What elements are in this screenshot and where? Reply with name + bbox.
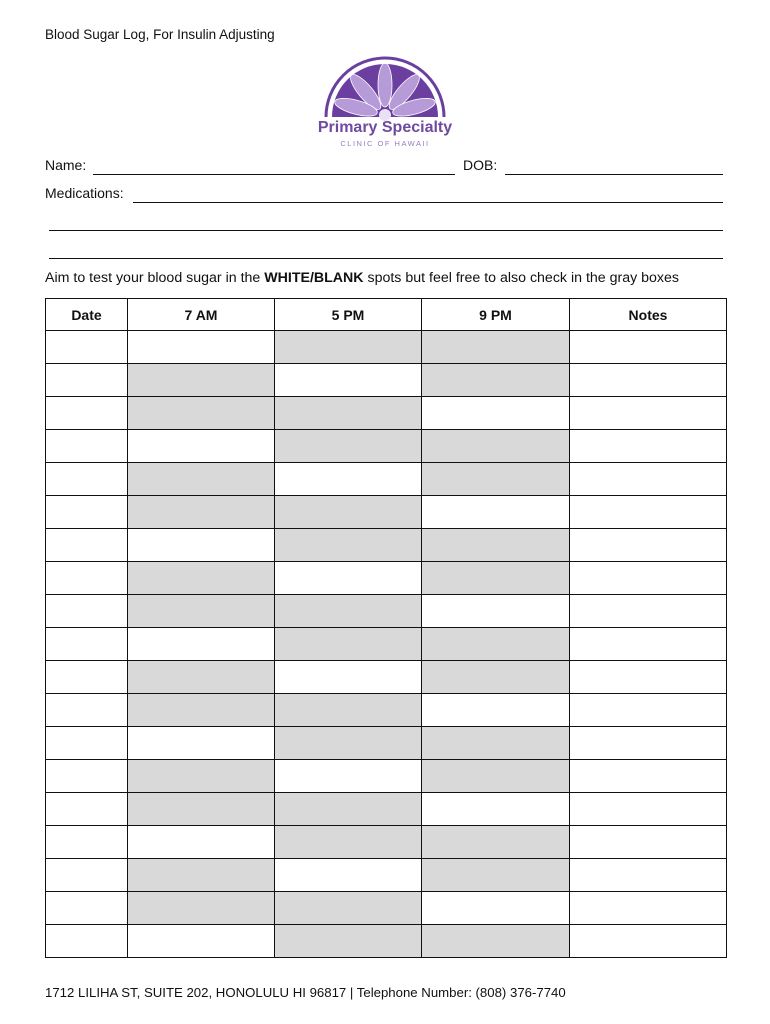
date-cell[interactable] xyxy=(46,463,128,496)
table-row xyxy=(46,859,727,892)
instructions-emphasis: WHITE/BLANK xyxy=(264,270,364,286)
reading-5pm-cell[interactable] xyxy=(275,727,422,760)
reading-7am-cell[interactable] xyxy=(128,760,275,793)
reading-7am-cell[interactable] xyxy=(128,859,275,892)
dob-label: DOB: xyxy=(463,157,498,173)
reading-5pm-cell[interactable] xyxy=(275,793,422,826)
instructions-text-end: spots but feel free to also check in the gray boxes xyxy=(363,270,680,286)
notes-cell[interactable] xyxy=(570,628,727,661)
medications-line-2[interactable] xyxy=(49,230,723,231)
notes-cell[interactable] xyxy=(570,727,727,760)
dob-field[interactable] xyxy=(505,174,723,175)
reading-5pm-cell[interactable] xyxy=(275,925,422,958)
reading-7am-cell[interactable] xyxy=(128,826,275,859)
reading-7am-cell[interactable] xyxy=(128,661,275,694)
table-row xyxy=(46,925,727,958)
reading-5pm-cell[interactable] xyxy=(275,364,422,397)
reading-9pm-cell[interactable] xyxy=(422,793,570,826)
reading-9pm-cell[interactable] xyxy=(422,925,570,958)
table-row xyxy=(46,727,727,760)
reading-9pm-cell[interactable] xyxy=(422,364,570,397)
reading-7am-cell[interactable] xyxy=(128,925,275,958)
date-cell[interactable] xyxy=(46,430,128,463)
header-5pm: 5 PM xyxy=(275,299,422,331)
date-cell[interactable] xyxy=(46,364,128,397)
table-row xyxy=(46,760,727,793)
table-row xyxy=(46,661,727,694)
notes-cell[interactable] xyxy=(570,892,727,925)
date-cell[interactable] xyxy=(46,529,128,562)
reading-5pm-cell[interactable] xyxy=(275,595,422,628)
date-cell[interactable] xyxy=(46,595,128,628)
medications-label: Medications: xyxy=(45,185,124,201)
date-cell[interactable] xyxy=(46,562,128,595)
reading-9pm-cell[interactable] xyxy=(422,595,570,628)
table-row xyxy=(46,463,727,496)
notes-cell[interactable] xyxy=(570,562,727,595)
notes-cell[interactable] xyxy=(570,661,727,694)
table-row xyxy=(46,694,727,727)
reading-9pm-cell[interactable] xyxy=(422,463,570,496)
table-row xyxy=(46,496,727,529)
reading-7am-cell[interactable] xyxy=(128,496,275,529)
reading-5pm-cell[interactable] xyxy=(275,397,422,430)
table-row xyxy=(46,892,727,925)
table-row xyxy=(46,331,727,364)
header-date: Date xyxy=(46,299,128,331)
reading-7am-cell[interactable] xyxy=(128,694,275,727)
notes-cell[interactable] xyxy=(570,430,727,463)
notes-cell[interactable] xyxy=(570,925,727,958)
reading-9pm-cell[interactable] xyxy=(422,331,570,364)
reading-5pm-cell[interactable] xyxy=(275,694,422,727)
table-header-row xyxy=(46,299,727,331)
reading-9pm-cell[interactable] xyxy=(422,496,570,529)
table-row xyxy=(46,529,727,562)
table-row xyxy=(46,793,727,826)
notes-cell[interactable] xyxy=(570,595,727,628)
reading-7am-cell[interactable] xyxy=(128,892,275,925)
reading-9pm-cell[interactable] xyxy=(422,727,570,760)
date-cell[interactable] xyxy=(46,496,128,529)
clinic-address-footer: 1712 LILIHA ST, SUITE 202, HONOLULU HI 96817 | Telephone Number: (808) 376-7740 xyxy=(45,985,566,1000)
reading-5pm-cell[interactable] xyxy=(275,628,422,661)
reading-7am-cell[interactable] xyxy=(128,793,275,826)
table-row xyxy=(46,826,727,859)
logo-wordmark: Primary Specialty xyxy=(317,119,453,136)
name-field[interactable] xyxy=(93,174,455,175)
reading-5pm-cell[interactable] xyxy=(275,562,422,595)
date-cell[interactable] xyxy=(46,760,128,793)
header-7am: 7 AM xyxy=(128,299,275,331)
table-body xyxy=(46,331,727,958)
reading-5pm-cell[interactable] xyxy=(275,463,422,496)
notes-cell[interactable] xyxy=(570,364,727,397)
reading-9pm-cell[interactable] xyxy=(422,628,570,661)
notes-cell[interactable] xyxy=(570,496,727,529)
reading-7am-cell[interactable] xyxy=(128,364,275,397)
date-cell[interactable] xyxy=(46,694,128,727)
reading-7am-cell[interactable] xyxy=(128,397,275,430)
reading-5pm-cell[interactable] xyxy=(275,331,422,364)
medications-line-3[interactable] xyxy=(49,258,723,259)
document-title: Blood Sugar Log, For Insulin Adjusting xyxy=(45,27,275,42)
reading-5pm-cell[interactable] xyxy=(275,826,422,859)
date-cell[interactable] xyxy=(46,331,128,364)
notes-cell[interactable] xyxy=(570,793,727,826)
reading-5pm-cell[interactable] xyxy=(275,760,422,793)
blood-sugar-log-table xyxy=(45,298,727,958)
table-row xyxy=(46,397,727,430)
notes-cell[interactable] xyxy=(570,463,727,496)
reading-9pm-cell[interactable] xyxy=(422,661,570,694)
notes-cell[interactable] xyxy=(570,826,727,859)
date-cell[interactable] xyxy=(46,925,128,958)
reading-7am-cell[interactable] xyxy=(128,727,275,760)
date-cell[interactable] xyxy=(46,661,128,694)
testing-instructions xyxy=(45,270,679,286)
table-row xyxy=(46,628,727,661)
logo-subtitle: CLINIC OF HAWAII xyxy=(340,139,430,148)
reading-5pm-cell[interactable] xyxy=(275,529,422,562)
reading-5pm-cell[interactable] xyxy=(275,892,422,925)
reading-7am-cell[interactable] xyxy=(128,331,275,364)
reading-7am-cell[interactable] xyxy=(128,463,275,496)
header-9pm: 9 PM xyxy=(422,299,570,331)
date-cell[interactable] xyxy=(46,859,128,892)
reading-9pm-cell[interactable] xyxy=(422,760,570,793)
table-row xyxy=(46,595,727,628)
table-row xyxy=(46,562,727,595)
date-cell[interactable] xyxy=(46,826,128,859)
reading-7am-cell[interactable] xyxy=(128,430,275,463)
reading-7am-cell[interactable] xyxy=(128,529,275,562)
reading-7am-cell[interactable] xyxy=(128,595,275,628)
reading-5pm-cell[interactable] xyxy=(275,661,422,694)
reading-9pm-cell[interactable] xyxy=(422,529,570,562)
date-cell[interactable] xyxy=(46,793,128,826)
notes-cell[interactable] xyxy=(570,331,727,364)
reading-9pm-cell[interactable] xyxy=(422,430,570,463)
reading-5pm-cell[interactable] xyxy=(275,859,422,892)
table-row xyxy=(46,430,727,463)
notes-cell[interactable] xyxy=(570,529,727,562)
date-cell[interactable] xyxy=(46,628,128,661)
date-cell[interactable] xyxy=(46,892,128,925)
date-cell[interactable] xyxy=(46,397,128,430)
reading-7am-cell[interactable] xyxy=(128,628,275,661)
instructions-text: Aim to test your blood sugar in the xyxy=(45,270,265,286)
reading-5pm-cell[interactable] xyxy=(275,430,422,463)
notes-cell[interactable] xyxy=(570,397,727,430)
reading-7am-cell[interactable] xyxy=(128,562,275,595)
reading-5pm-cell[interactable] xyxy=(275,496,422,529)
reading-9pm-cell[interactable] xyxy=(422,826,570,859)
medications-field[interactable] xyxy=(133,202,723,203)
reading-9pm-cell[interactable] xyxy=(422,892,570,925)
date-cell[interactable] xyxy=(46,727,128,760)
notes-cell[interactable] xyxy=(570,694,727,727)
header-notes: Notes xyxy=(570,299,727,331)
notes-cell[interactable] xyxy=(570,859,727,892)
reading-9pm-cell[interactable] xyxy=(422,397,570,430)
table-row xyxy=(46,364,727,397)
notes-cell[interactable] xyxy=(570,760,727,793)
reading-9pm-cell[interactable] xyxy=(422,859,570,892)
name-label: Name: xyxy=(45,157,87,173)
reading-9pm-cell[interactable] xyxy=(422,694,570,727)
reading-9pm-cell[interactable] xyxy=(422,562,570,595)
